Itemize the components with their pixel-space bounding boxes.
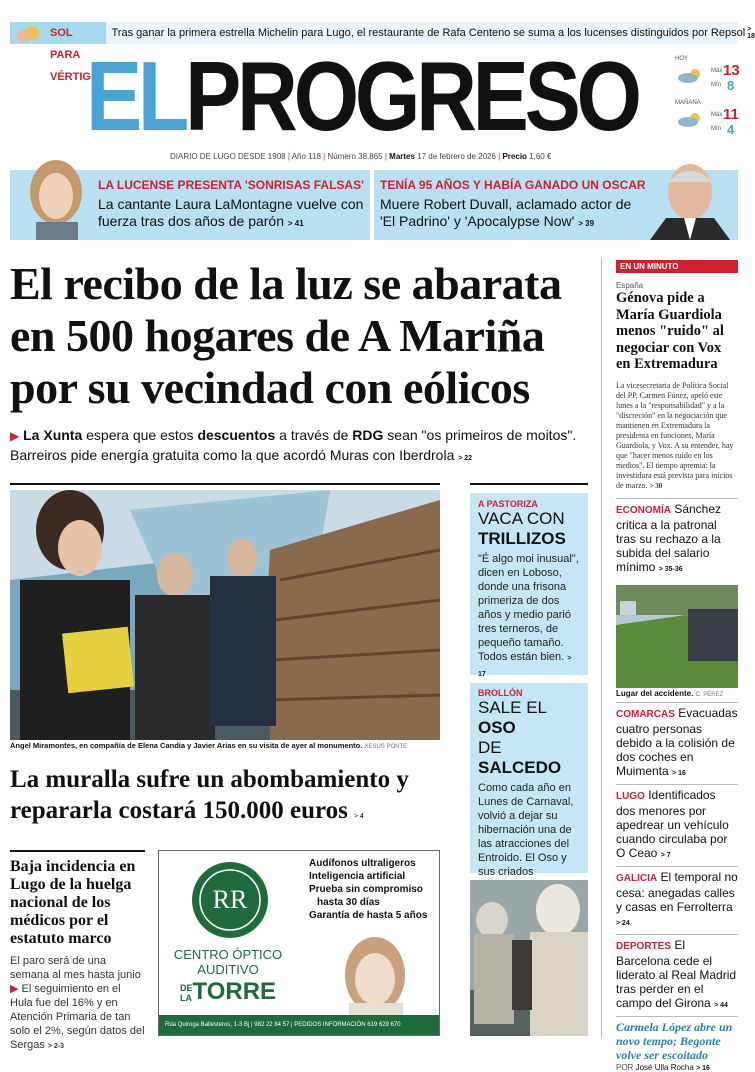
optician-ad[interactable]: RR Audífonos ultraligeros Inteligencia artificial Prueba sin compromiso hasta 30 días Garantía de hasta 5 años CENTRO ÓPTICO AUDITIVO DE LATORRE Rúa Quiroga Ballesteros, 1-3 Bj | 982 22 84 57 | PEDIDOS INFORMACIÓN 619 629 670	[158, 850, 440, 1036]
arrow-bullet-icon: ▶	[10, 983, 19, 995]
wall-photo-image	[10, 490, 440, 740]
weather-today: HOY Máx Mín 13 8	[675, 56, 740, 93]
arrow-bullet-icon: ▶	[10, 429, 20, 443]
opinion-byline: POR José Ulla Rocha > 16	[616, 1062, 710, 1072]
top-teaser-page: > 18	[747, 26, 755, 40]
column-rule	[601, 258, 602, 1038]
weather-tomorrow: MAÑANA Máx Mín 11 4	[675, 100, 739, 137]
promo-right[interactable]: TENÍA 95 AÑOS Y HABÍA GANADO UN OSCAR Muere Robert Duvall, aclamado actor de 'El Padrino' y 'Apocalypse Now' > 39	[374, 170, 738, 240]
singer-portrait	[14, 152, 94, 240]
main-dek: ▶ La Xunta espera que estos descuentos a través de RDG sean "os primeiros de moitos". Barreiros pide energía gratuita como la que acordó Muras con Iberdrola > 22	[10, 427, 577, 463]
today-max: 13	[723, 62, 740, 79]
lead-body: La vicesecretaria de Política Social del PP, Carmen Fúnez, apeló este lunes a la "responsabilidad" y a la "discreción" en la negociación que mantienen en Extremadura la presidenta en funciones, María Guardiola, y Vox. A su entender, hay que "hacer menos ruido en los medios". El tiempo apremia: la investidura está prevista para inicios de marzo. > 30	[616, 380, 734, 490]
wall-photo-caption: Ángel Miramontes, en compañía de Elena Candia y Javier Arias en su visita de ayer al monumento. XESÚS PONTE	[10, 741, 408, 750]
actor-portrait	[644, 152, 736, 240]
ad-model-portrait	[319, 931, 429, 1015]
bear-photo-image	[470, 880, 588, 1036]
cow-story[interactable]: A PASTORIZA VACA CON TRILLIZOS "É algo moi inusual", dicen en Loboso, donde una frisona primeriza de dos años y medio parió tres terneros, de pequeño tamaño. Todos están bien. > 17	[470, 493, 588, 675]
opinion-teaser[interactable]: Carmela López abre un novo tempo; Begonte volve ser escoitado	[616, 1016, 738, 1062]
promo-left[interactable]: LA LUCENSE PRESENTA 'SONRISAS FALSAS' La cantante Laura LaMontagne vuelve con fuerza tras dos años de parón > 41	[10, 170, 370, 240]
bear-photo[interactable]	[470, 880, 588, 1036]
strike-story[interactable]: Baja incidencia en Lugo de la huelga nacional de los médicos por el estatuto marco El paro será de una semana al mes hasta junio ▶ El seguimiento en el Hula fue del 16% y en Atención Primaria de tan solo el 2%, según datos del Sergas > 2-3	[10, 850, 145, 1054]
top-teaser-tag: SOL PARA VÉRTIGO	[10, 22, 106, 44]
lead-headline[interactable]: Génova pide a María Guardiola menos "ruido" al negociar con Vox en Extremadura	[616, 290, 724, 372]
partly-cloudy-icon	[677, 112, 705, 128]
brief-economia[interactable]: ECONOMÍA Sánchez critica a la patronal tras su rechazo a la subida del salario mínimo > 35-36	[616, 498, 738, 577]
section-label: EN UN MINUTO	[616, 260, 738, 273]
partly-cloudy-icon	[677, 68, 705, 84]
brief-comarcas[interactable]: COMARCAS Evacuadas cuatro personas debido a la colisión de dos coches en Muimenta > 16	[616, 702, 738, 781]
brief-galicia[interactable]: GALICIA El temporal no cesa: anegadas calles y casas en Ferrolterra > 24	[616, 866, 738, 931]
accident-photo-image	[616, 585, 738, 688]
dateline: DIARIO DE LUGO DESDE 1908 | Año 118 | Número 38.865 | Martes 17 de febrero de 2026 | Precio 1,60 €	[170, 152, 552, 161]
tomorrow-max: 11	[723, 106, 739, 123]
weather-box	[675, 56, 743, 144]
brief-lugo[interactable]: LUGO Identificados dos menores por apedrear un vehículo cuando circulaba por O Ceao > 7	[616, 784, 738, 863]
accident-photo[interactable]	[616, 585, 738, 688]
top-teaser-text: Tras ganar la primera estrella Michelin para Lugo, el restaurante de Rafa Centeno se suma a los lucenses distinguidos por Repsol	[111, 27, 746, 39]
ad-benefits: Audífonos ultraligeros Inteligencia artificial Prueba sin compromiso hasta 30 días Garantía de hasta 5 años	[309, 858, 428, 921]
tomorrow-min: 4	[727, 122, 735, 137]
divider	[10, 483, 440, 485]
right-column: EN UN MINUTO España Génova pide a María Guardiola menos "ruido" al negociar con Vox en Extremadura La vicesecretaria de Política Social del PP, Carmen Fúnez, apeló este lunes a la "responsabilidad" y a la "discreción" en la negociación que mantienen en Extremadura la presidenta en funciones, María Guardiola, y Vox. A su entender, hay que "hacer menos ruido en los medios". El tiempo apremia: la investidura está prevista para inicios de marzo. > 30 ECONOMÍA Sánchez critica a la patronal tras su rechazo a la subida del salario mínimo > 35-36 Lugar del accidente. C. PÉREZ COMARCAS Evacuadas cuatro personas debido a la colisión de dos coches en Muimenta > 16 LUGO Identificados dos menores por apedrear un vehículo cuando circulaba por O Ceao > 7 GALICIA El temporal no cesa: anegadas calles y casas en Ferrolterra > 24 DEPORTES El Barcelona cede el liderato al Real Madrid tras perder en el campo del Girona > 44 Carmela López abre un novo tempo; Begonte volve ser escoitado POR José Ulla Rocha > 16	[616, 262, 738, 1072]
masthead-logo[interactable]: ELPROGRESO	[86, 41, 638, 151]
divider	[470, 483, 588, 485]
bear-story[interactable]: BROLLÓN SALE EL OSO DE SALCEDO Como cada año en Lunes de Carnaval, volvió a dejar su hibernación una de las atracciones del Entroido. El Oso y sus criados	[470, 683, 588, 873]
wall-headline[interactable]: La muralla sufre un abombamiento y repararla costará 150.000 euros > 4	[10, 766, 409, 824]
ad-footer: Rúa Quiroga Ballesteros, 1-3 Bj | 982 22 84 57 | PEDIDOS INFORMACIÓN 619 629 670	[159, 1015, 439, 1035]
brief-deportes[interactable]: DEPORTES El Barcelona cede el liderato al Real Madrid tras perder en el campo del Girona > 44	[616, 934, 738, 1013]
main-headline[interactable]: El recibo de la luz se abarata en 500 hogares de A Mariña por su vecindad con eólicos	[10, 258, 562, 413]
accident-caption: Lugar del accidente. C. PÉREZ	[616, 688, 724, 698]
wall-photo[interactable]	[10, 490, 440, 748]
sun-icon	[16, 23, 42, 43]
today-min: 8	[727, 78, 735, 93]
